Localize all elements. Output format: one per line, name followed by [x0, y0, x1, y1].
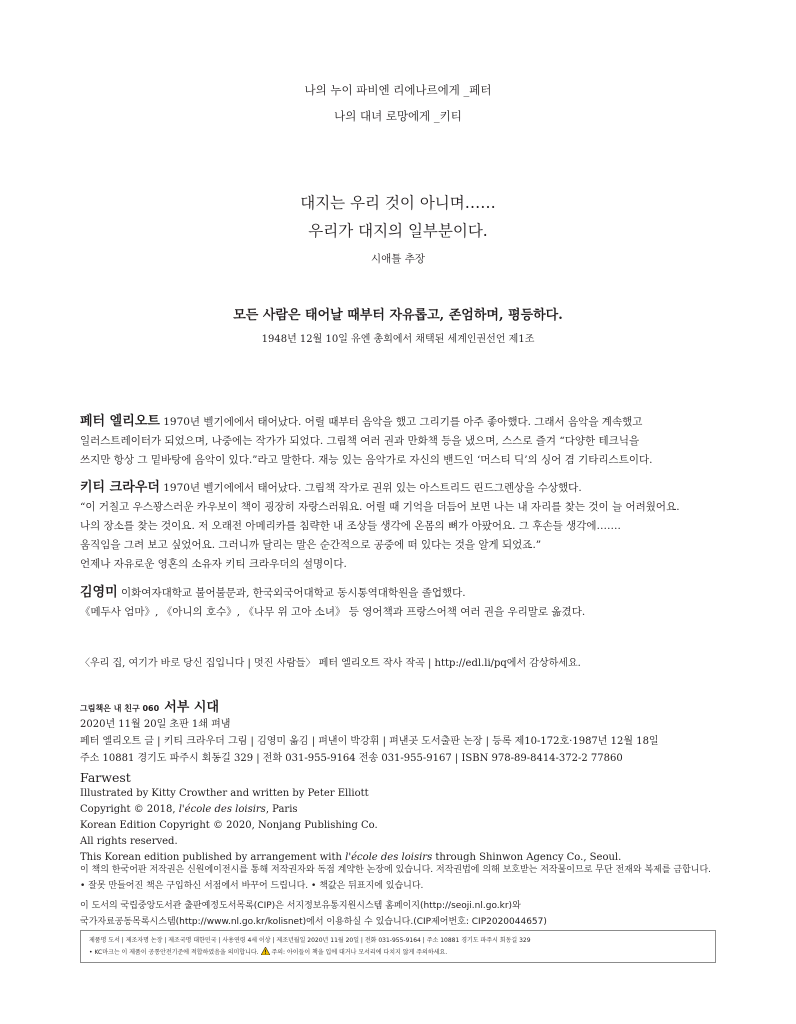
translator-bio: [80, 583, 730, 622]
translator-name: 김영미: [80, 585, 118, 600]
declaration-text: 모든 사람은 태어날 때부터 자유롭고, 존엄하며, 평등하다.: [233, 308, 563, 323]
illustrator-bio-line-5: 언제나 자유로운 영혼의 소유자 키티 크라우더의 설명이다.: [80, 558, 347, 570]
notes-line-2: • 잘못 만들어진 책은 구입하신 서점에서 바꾸어 드립니다. • 책값은 뒤표지에 있습니다.: [80, 881, 424, 891]
english-line-4: All rights reserved.: [80, 836, 178, 847]
translator-bio-line-2: 《메두사 엄마》, 《아니의 호수》, 《나무 위 고아 소녀》 등 영어책과 프랑스어책 여러 권을 우리말로 옮겼다.: [80, 606, 586, 618]
epigraph-line-1: 대지는 우리 것이 아니며……: [300, 194, 496, 212]
english-line-5: This Korean edition published by arrangement with l'école des loisirs through Shinwon Agency Co., Seoul.: [80, 852, 622, 863]
publication-line-2: 페터 엘리오트 글 | 키티 크라우더 그림 | 김영미 옮김 | 펴낸이 박강휘 | 펴낸곳 도서출판 논장 | 등록 제10-172호·1987년 12월 18일: [80, 736, 659, 747]
safety-line-1: 제품명 도서 | 제조자명 논장 | 제조국명 대한민국 | 사용연령 4세 이상 | 제조년월일 2020년 11월 20일 | 전화 031-955-9164 | 주소 10881 경기도 파주시 회동길 329: [89, 937, 531, 944]
copyright-notes: [80, 862, 711, 930]
author-bio-line-2: 일러스트레이터가 되었으며, 나중에는 작가가 되었다. 그림책 여러 권과 만화책 등을 냈으며, 스스로 즐겨 “다양한 테크닉을: [80, 435, 640, 447]
warning-icon: [261, 947, 270, 955]
english-line-1: Illustrated by Kitty Crowther and written by Peter Elliott: [80, 788, 369, 799]
declaration-source: 1948년 12월 10일 유엔 총회에서 채택된 세계인권선언 제1조: [261, 334, 535, 345]
english-title: Farwest: [80, 770, 131, 785]
author-bio: [80, 412, 730, 470]
translator-bio-line-1: 이화여자대학교 불어불문과, 한국외국어대학교 동시통역대학원을 졸업했다.: [117, 587, 466, 599]
publication-line-3: 주소 10881 경기도 파주시 회동길 329 | 전화 031-955-9164 전송 031-955-9167 | ISBN 978-89-8414-372-2 77860: [80, 753, 623, 764]
notes-line-4: 국가자료공동목록시스템(http://www.nl.go.kr/kolisnet)에서 이용하실 수 있습니다.(CIP제어번호: CIP2020044657): [80, 917, 547, 927]
dedication-line-2: 나의 대녀 로망에게 _키티: [334, 109, 462, 123]
illustrator-bio-line-3: 나의 장소를 찾는 것이요. 저 오래전 아메리카를 침략한 내 조상들 생각에 온몸의 뼈가 아팠어요. 그 후손들 생각에…….: [80, 520, 621, 532]
notes-line-1: 이 책의 한국어판 저작권은 신원에이전시를 통해 저작권자와 독점 계약한 논장에 있습니다. 저작권법에 의해 보호받는 저작물이므로 무단 전재와 복제를 금합니다.: [80, 865, 712, 875]
related-song: 〈우리 집, 여기가 바로 당신 집입니다 | 멋진 사람들〉 페터 엘리오트 작사 작곡 | http://edl.li/pq에서 감상하세요.: [80, 658, 581, 669]
author-bio-line-3: 쓰지만 항상 그 밑바탕에 음악이 있다.”라고 말한다. 재능 있는 음악가로 자신의 밴드인 ‘머스티 딕’의 싱어 겸 기타리스트이다.: [80, 454, 653, 466]
publication-info: [80, 716, 659, 767]
series-heading: [80, 696, 219, 715]
product-safety-box: [80, 930, 716, 963]
author-bio-line-1: 1970년 벨기에에서 태어났다. 어릴 때부터 음악을 했고 그리기를 아주 좋아했다. 그래서 음악을 계속했고: [159, 416, 643, 428]
epigraph-source: 시애틀 추장: [370, 253, 426, 265]
publication-line-1: 2020년 11월 20일 초판 1쇄 펴냄: [80, 719, 231, 730]
notes-line-3: 이 도서의 국립중앙도서관 출판예정도서목록(CIP)은 서지정보유통지원시스템 홈페이지(http://seoji.nl.go.kr)와: [80, 901, 521, 911]
english-line-2: Copyright © 2018, l'école des loisirs, Paris: [80, 804, 298, 815]
book-title: 서부 시대: [164, 700, 220, 715]
illustrator-name: 키티 크라우더: [80, 480, 160, 495]
illustrator-bio-line-4: 움직임을 그려 보고 싶었어요. 그러니까 달리는 말은 순간적으로 공중에 떠 있다는 것을 알게 되었죠.”: [80, 539, 542, 551]
series-label: 그림책은 내 친구 060: [80, 704, 160, 713]
illustrator-bio-line-1: 1970년 벨기에에서 태어났다. 그림책 작가로 권위 있는 아스트리드 린드그렌상을 수상했다.: [159, 482, 582, 494]
english-line-3: Korean Edition Copyright © 2020, Nonjang Publishing Co.: [80, 820, 378, 831]
illustrator-bio: [80, 478, 730, 574]
safety-caution: 주의: 아이들이 책을 입에 대거나 모서리에 다치지 않게 주의하세요.: [271, 949, 448, 956]
epigraph-line-2: 우리가 대지의 일부분이다.: [308, 222, 488, 240]
illustrator-bio-line-2: “이 거칠고 우스꽝스러운 카우보이 책이 굉장히 자랑스러워요. 어릴 때 기억을 더듬어 보면 나는 내 자리를 찾는 것이 늘 어려웠어요.: [80, 501, 680, 513]
author-name: 페터 엘리오트: [80, 414, 160, 429]
dedication-line-1: 나의 누이 파비엔 리에나르에게 _페터: [304, 83, 492, 97]
safety-kc-note: • KC마크는 이 제품이 공통안전기준에 적합하였음을 의미합니다.: [89, 949, 259, 956]
english-credits: [80, 786, 621, 866]
